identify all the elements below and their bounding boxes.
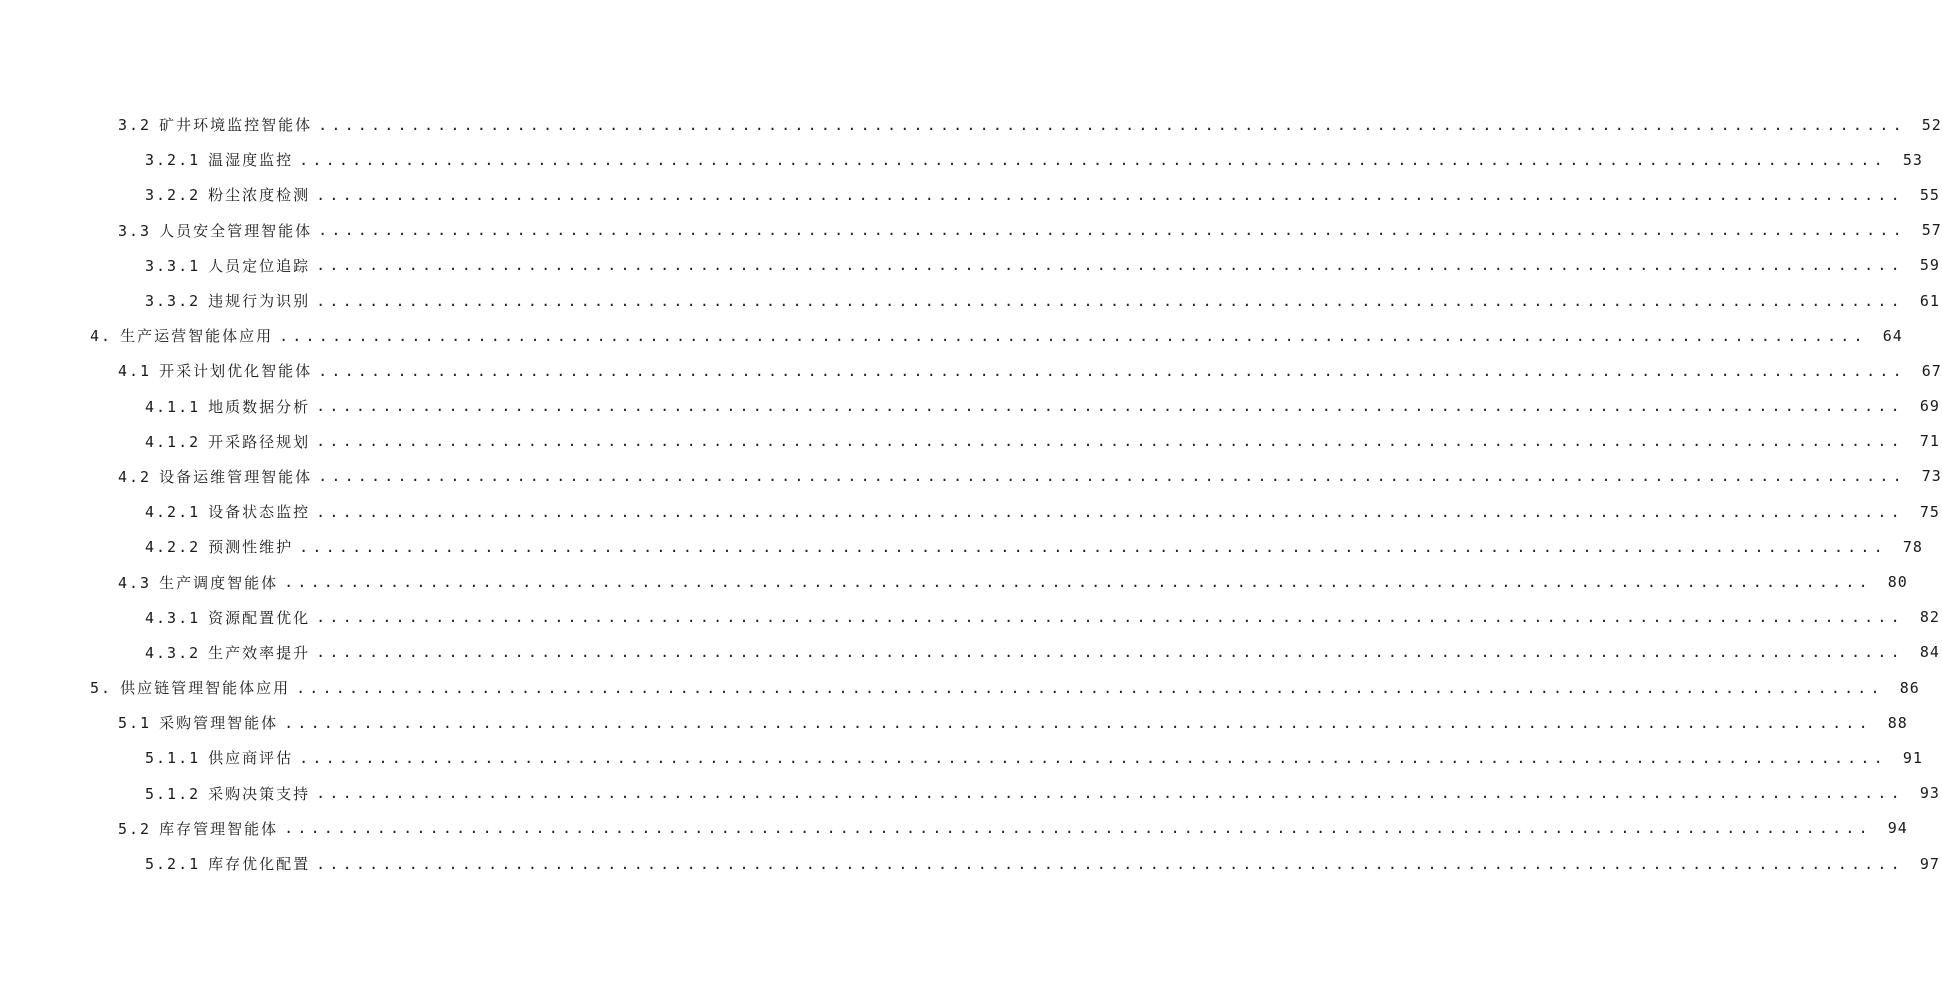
toc-entry-label: [145, 501, 310, 522]
toc-page-number: 53: [1902, 150, 1923, 169]
toc-entry[interactable]: [0, 705, 1908, 740]
toc-page-number: 67: [1921, 361, 1942, 380]
toc-entry[interactable]: [0, 494, 1940, 529]
toc-dot-leader: ........................................................................................................................: [284, 573, 1872, 592]
toc-section-title: 供应商评估: [208, 749, 294, 768]
toc-dot-leader: ........................................................................................................................: [299, 150, 1887, 169]
toc-entry-label: [145, 255, 310, 276]
toc-page-number: 82: [1919, 608, 1940, 627]
toc-section-number: 3.3.1: [145, 256, 201, 275]
toc-section-title: 采购决策支持: [208, 784, 311, 803]
toc-entry-label: [145, 431, 310, 452]
toc-dot-leader: ........................................................................................................................: [316, 643, 1904, 662]
toc-entry-label: [90, 325, 273, 346]
toc-entry-label: [145, 853, 310, 874]
toc-section-number: 3.2.1: [145, 151, 201, 170]
toc-section-title: 库存优化配置: [208, 855, 311, 874]
toc-entry[interactable]: [0, 459, 1942, 494]
toc-section-number: 3.3: [118, 221, 152, 240]
toc-page-number: 57: [1921, 221, 1942, 240]
toc-section-number: 4.2.1: [145, 503, 201, 522]
toc-section-title: 温湿度监控: [208, 151, 294, 170]
toc-page-number: 97: [1919, 854, 1940, 873]
toc-section-title: 设备状态监控: [208, 503, 311, 522]
toc-section-number: 3.2.2: [145, 186, 201, 205]
toc-dot-leader: ........................................................................................................................: [316, 784, 1904, 803]
table-of-contents: [0, 107, 1942, 881]
toc-section-number: 5.2: [118, 819, 152, 838]
toc-entry-label: [90, 677, 290, 698]
toc-entry[interactable]: [0, 529, 1923, 564]
toc-dot-leader: ........................................................................................................................: [316, 608, 1904, 627]
toc-page-number: 69: [1919, 397, 1940, 416]
toc-page-number: 73: [1921, 467, 1942, 486]
toc-section-number: 4.3: [118, 573, 152, 592]
toc-section-title: 开采路径规划: [208, 432, 311, 451]
toc-entry-label: [145, 184, 310, 205]
toc-page-number: 94: [1887, 819, 1908, 838]
toc-page-number: 80: [1887, 573, 1908, 592]
toc-entry-label: [118, 360, 312, 381]
toc-entry[interactable]: [0, 389, 1940, 424]
toc-page-number: 93: [1919, 784, 1940, 803]
toc-section-number: 4.3.2: [145, 643, 201, 662]
toc-entry[interactable]: [0, 318, 1903, 353]
toc-entry-label: [118, 712, 278, 733]
toc-entry-label: [118, 818, 278, 839]
toc-dot-leader: ........................................................................................................................: [279, 326, 1867, 345]
toc-section-title: 粉尘浓度检测: [208, 186, 311, 205]
toc-section-title: 资源配置优化: [208, 608, 311, 627]
toc-entry-label: [145, 149, 293, 170]
toc-page-number: 55: [1919, 185, 1940, 204]
toc-section-number: 5.: [90, 679, 113, 698]
toc-entry-label: [145, 747, 293, 768]
toc-section-title: 生产效率提升: [208, 643, 311, 662]
toc-section-number: 4.1.2: [145, 432, 201, 451]
toc-entry[interactable]: [0, 424, 1940, 459]
toc-entry[interactable]: [0, 142, 1923, 177]
toc-section-title: 开采计划优化智能体: [159, 362, 313, 381]
toc-entry[interactable]: [0, 564, 1908, 599]
toc-section-number: 4.2.2: [145, 538, 201, 557]
toc-entry[interactable]: [0, 670, 1920, 705]
toc-section-title: 地质数据分析: [208, 397, 311, 416]
toc-dot-leader: ........................................................................................................................: [284, 713, 1872, 732]
toc-entry[interactable]: [0, 353, 1942, 388]
toc-page-number: 71: [1919, 432, 1940, 451]
toc-section-title: 生产运营智能体应用: [120, 327, 274, 346]
toc-entry[interactable]: [0, 776, 1940, 811]
toc-section-number: 5.1.2: [145, 784, 201, 803]
toc-section-number: 4.: [90, 327, 113, 346]
toc-dot-leader: ........................................................................................................................: [316, 432, 1904, 451]
toc-section-number: 4.1: [118, 362, 152, 381]
toc-dot-leader: ........................................................................................................................: [318, 361, 1906, 380]
toc-section-title: 预测性维护: [208, 538, 294, 557]
toc-dot-leader: ........................................................................................................................: [299, 748, 1887, 767]
toc-page-number: 86: [1899, 678, 1920, 697]
toc-page-number: 84: [1919, 643, 1940, 662]
toc-entry-label: [145, 396, 310, 417]
toc-page-number: 78: [1902, 537, 1923, 556]
toc-section-title: 采购管理智能体: [159, 714, 279, 733]
toc-entry-label: [145, 290, 310, 311]
toc-entry-label: [145, 607, 310, 628]
toc-section-title: 供应链管理智能体应用: [120, 679, 291, 698]
toc-section-title: 人员安全管理智能体: [159, 221, 313, 240]
toc-dot-leader: ........................................................................................................................: [316, 854, 1904, 873]
toc-section-title: 矿井环境监控智能体: [159, 116, 313, 135]
toc-section-title: 设备运维管理智能体: [159, 467, 313, 486]
toc-section-number: 4.1.1: [145, 397, 201, 416]
toc-page-number: 75: [1919, 502, 1940, 521]
toc-page-number: 88: [1887, 713, 1908, 732]
toc-entry-label: [118, 114, 312, 135]
toc-page-number: 59: [1919, 256, 1940, 275]
toc-section-number: 3.2: [118, 116, 152, 135]
toc-dot-leader: ........................................................................................................................: [284, 819, 1872, 838]
toc-page-number: 91: [1902, 748, 1923, 767]
toc-page-number: 64: [1882, 326, 1903, 345]
toc-entry-label: [118, 466, 312, 487]
toc-dot-leader: ........................................................................................................................: [318, 467, 1906, 486]
toc-section-title: 生产调度智能体: [159, 573, 279, 592]
toc-section-title: 人员定位追踪: [208, 256, 311, 275]
toc-page-number: 52: [1921, 115, 1942, 134]
toc-entry[interactable]: [0, 600, 1940, 635]
toc-entry[interactable]: [0, 635, 1940, 670]
toc-entry[interactable]: [0, 740, 1923, 775]
toc-entry-label: [145, 783, 310, 804]
toc-entry-label: [145, 642, 310, 663]
toc-dot-leader: ........................................................................................................................: [296, 678, 1884, 697]
toc-section-number: 4.2: [118, 467, 152, 486]
toc-entry[interactable]: [0, 846, 1940, 881]
toc-entry[interactable]: [0, 107, 1942, 142]
toc-entry-label: [118, 220, 312, 241]
toc-dot-leader: ........................................................................................................................: [316, 291, 1904, 310]
toc-entry[interactable]: [0, 213, 1942, 248]
toc-section-number: 5.1.1: [145, 749, 201, 768]
toc-dot-leader: ........................................................................................................................: [299, 537, 1887, 556]
toc-entry-label: [118, 572, 278, 593]
toc-entry[interactable]: [0, 177, 1940, 212]
toc-entry[interactable]: [0, 248, 1940, 283]
toc-entry[interactable]: [0, 811, 1908, 846]
toc-dot-leader: ........................................................................................................................: [318, 115, 1906, 134]
toc-dot-leader: ........................................................................................................................: [316, 185, 1904, 204]
toc-entry[interactable]: [0, 283, 1940, 318]
toc-dot-leader: ........................................................................................................................: [318, 221, 1906, 240]
toc-section-number: 5.1: [118, 714, 152, 733]
toc-section-number: 5.2.1: [145, 855, 201, 874]
toc-dot-leader: ........................................................................................................................: [316, 256, 1904, 275]
toc-section-title: 违规行为识别: [208, 292, 311, 311]
toc-section-title: 库存管理智能体: [159, 819, 279, 838]
toc-section-number: 3.3.2: [145, 292, 201, 311]
toc-section-number: 4.3.1: [145, 608, 201, 627]
toc-entry-label: [145, 536, 293, 557]
toc-page-number: 61: [1919, 291, 1940, 310]
toc-dot-leader: ........................................................................................................................: [316, 502, 1904, 521]
toc-dot-leader: ........................................................................................................................: [316, 397, 1904, 416]
